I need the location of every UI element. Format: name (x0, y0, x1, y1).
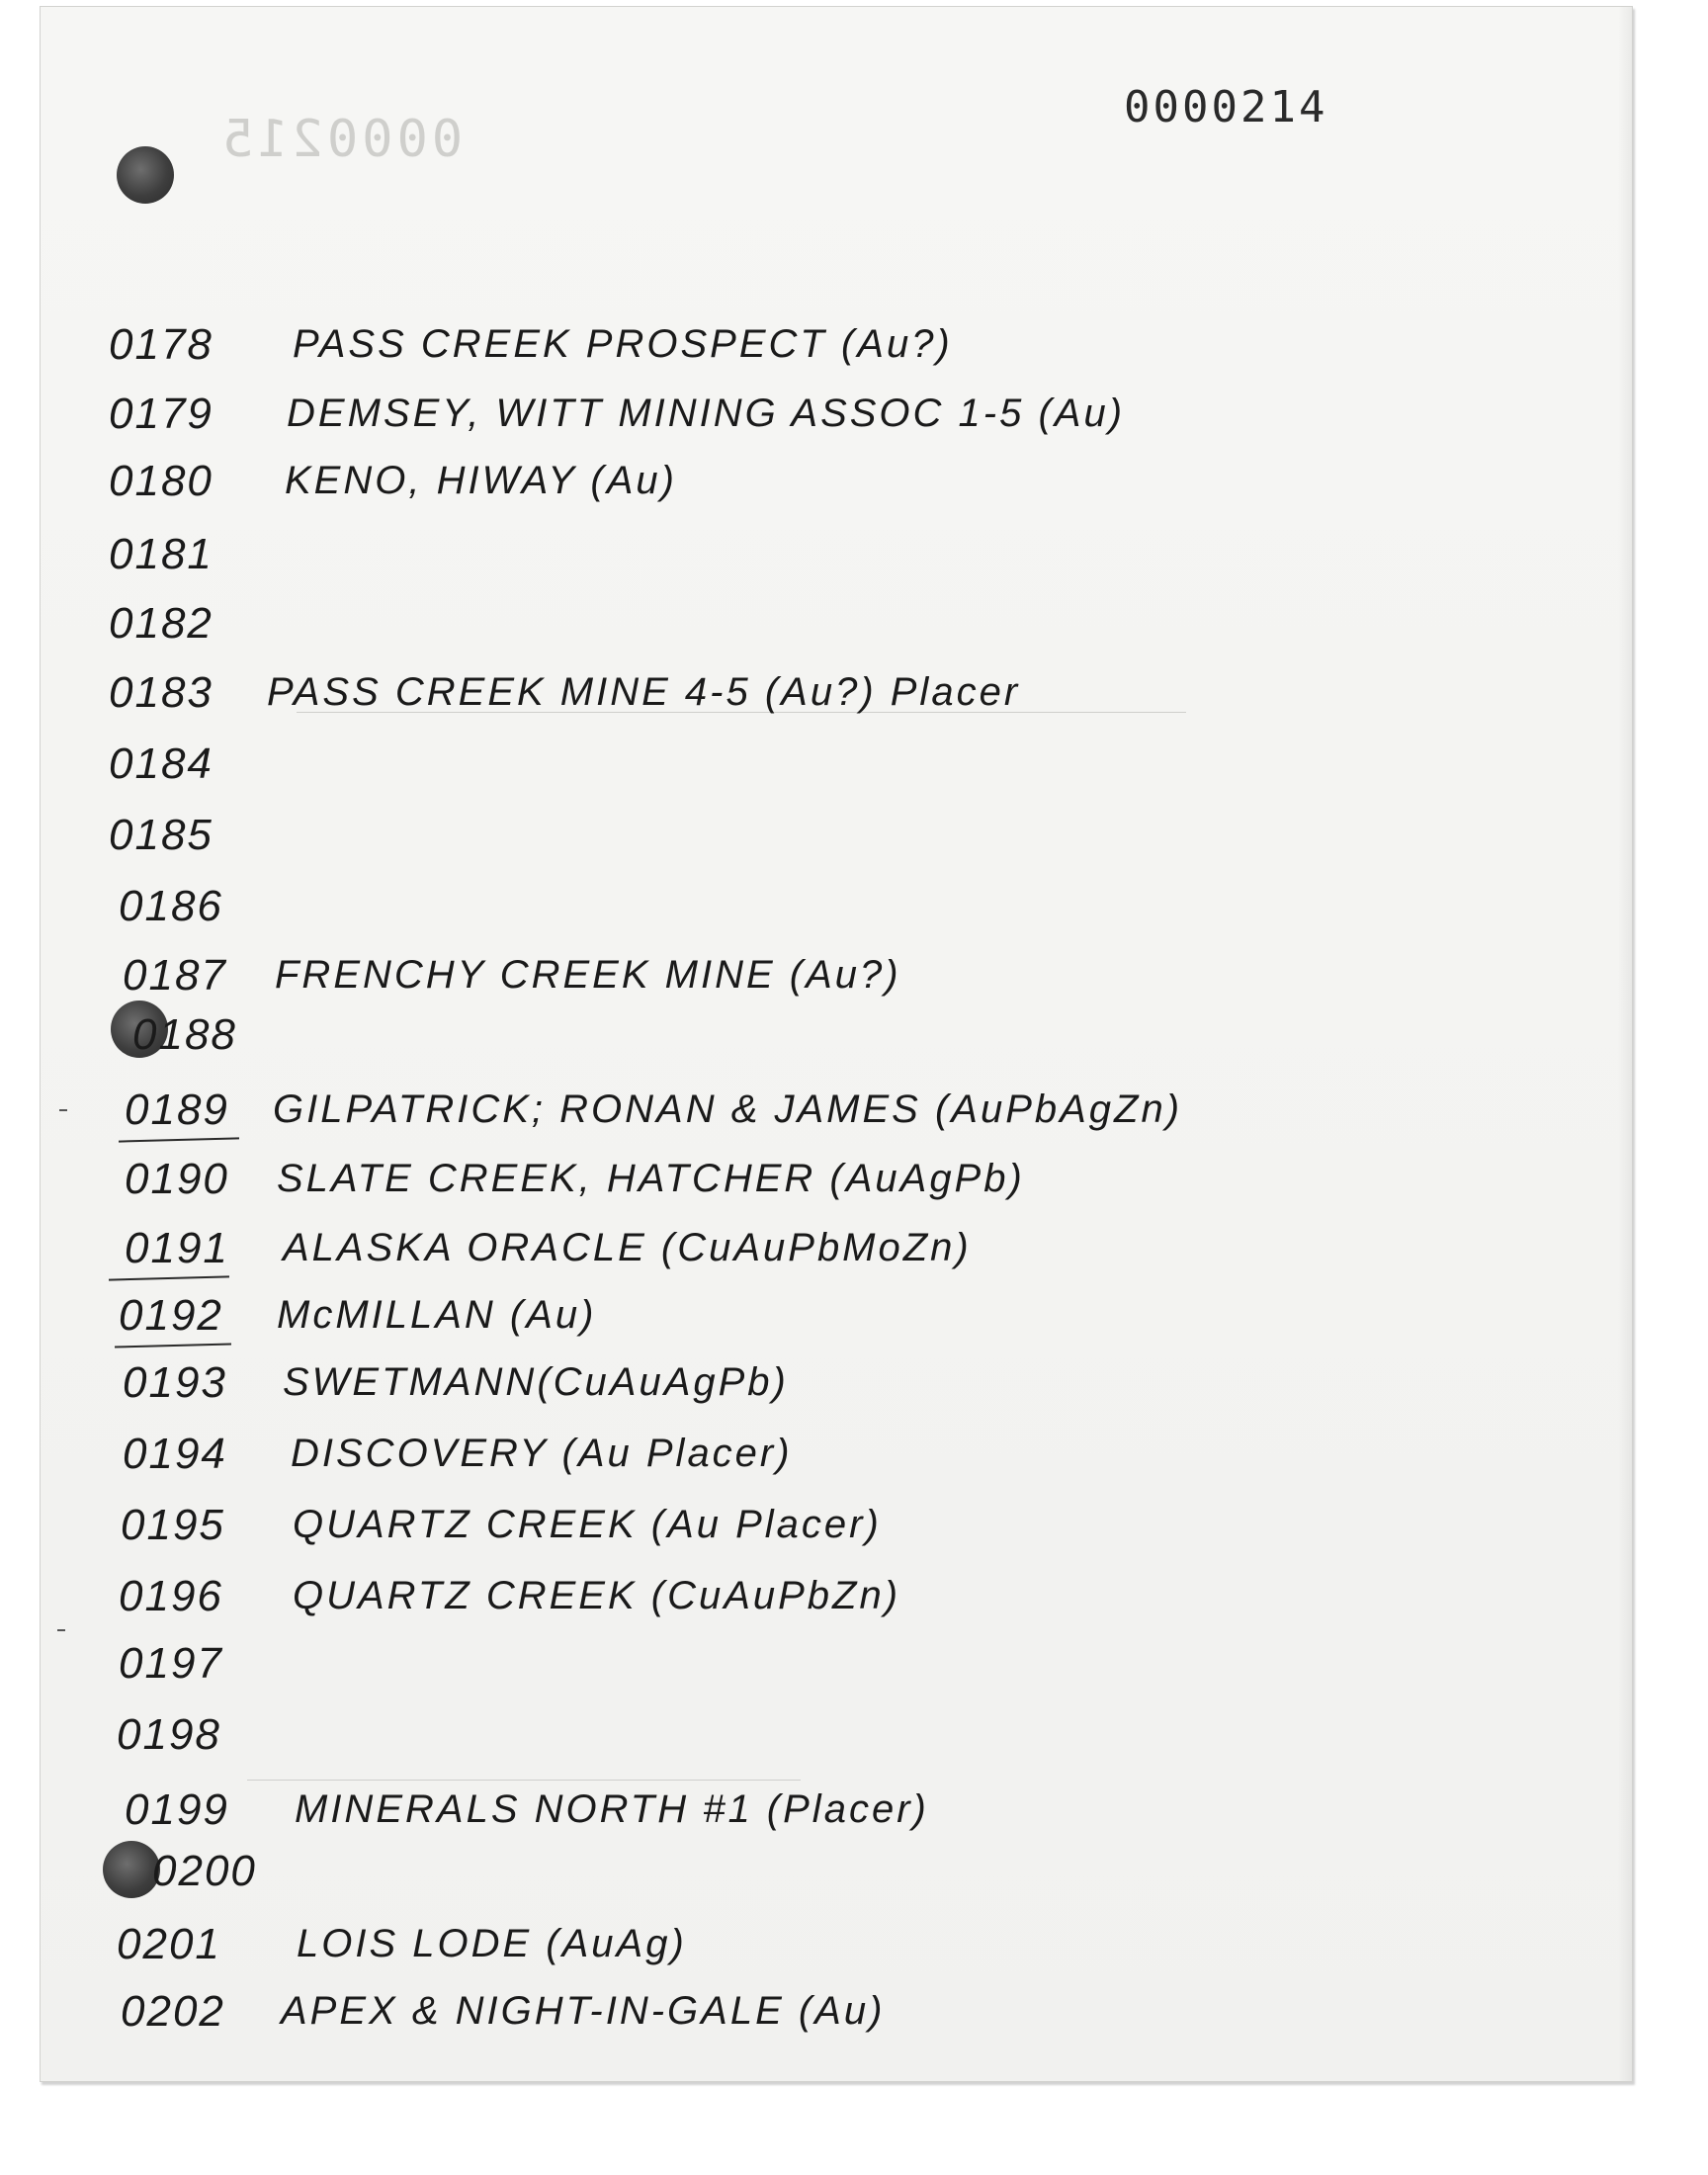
entry-name: GILPATRICK; RONAN & JAMES (AuPbAgZn) (273, 1088, 1183, 1131)
entry-number: 0185 (109, 811, 214, 859)
entry-number: 0188 (132, 1010, 237, 1059)
margin-mark (59, 1109, 67, 1111)
entry-number: 0181 (109, 530, 214, 578)
entry-number: 0183 (109, 668, 214, 717)
entry-number: 0196 (119, 1572, 223, 1620)
entry-number: 0186 (119, 882, 223, 930)
punch-hole-icon (117, 146, 174, 204)
entry-name: PASS CREEK PROSPECT (Au?) (293, 322, 953, 366)
entry-number: 0190 (125, 1155, 229, 1203)
entry-number: 0189 (125, 1086, 229, 1134)
entry-name: DEMSEY, WITT MINING ASSOC 1-5 (Au) (287, 392, 1126, 435)
entry-name: ALASKA ORACLE (CuAuPbMoZn) (283, 1226, 972, 1269)
margin-mark (57, 1629, 65, 1631)
faint-rule (247, 1780, 801, 1781)
entry-name: LOIS LODE (AuAg) (297, 1922, 687, 1965)
entry-name: MINERALS NORTH #1 (Placer) (295, 1787, 929, 1831)
entry-number: 0198 (117, 1710, 221, 1759)
entry-name: McMILLAN (Au) (277, 1293, 597, 1337)
entry-number: 0199 (125, 1785, 229, 1834)
entry-number: 0191 (125, 1224, 229, 1272)
entry-number: 0193 (123, 1358, 227, 1407)
entry-number: 0195 (121, 1501, 225, 1549)
entry-number: 0179 (109, 390, 214, 438)
entry-number: 0184 (109, 740, 214, 788)
entry-number: 0182 (109, 599, 214, 648)
entry-number: 0192 (119, 1291, 223, 1340)
entry-number: 0200 (152, 1847, 257, 1895)
document-page (40, 6, 1633, 2082)
entry-number: 0178 (109, 320, 214, 369)
entry-name: SLATE CREEK, HATCHER (AuAgPb) (277, 1157, 1025, 1200)
entry-name: SWETMANN(CuAuAgPb) (283, 1360, 789, 1404)
entry-name: FRENCHY CREEK MINE (Au?) (275, 953, 901, 997)
entry-name: PASS CREEK MINE 4-5 (Au?) Placer (267, 670, 1021, 714)
entry-name: DISCOVERY (Au Placer) (291, 1432, 793, 1475)
entry-name: APEX & NIGHT-IN-GALE (Au) (281, 1989, 886, 2033)
entry-name: KENO, HIWAY (Au) (285, 459, 677, 502)
entry-number: 0202 (121, 1987, 225, 2036)
entry-number: 0180 (109, 457, 214, 505)
bleed-through-stamp: 0000215 (218, 110, 464, 169)
entry-name: QUARTZ CREEK (Au Placer) (293, 1503, 882, 1546)
entry-number: 0197 (119, 1639, 223, 1688)
entry-number: 0194 (123, 1430, 227, 1478)
entry-number: 0187 (123, 951, 227, 1000)
document-stamp-number: 0000214 (1124, 82, 1328, 132)
entry-number: 0201 (117, 1920, 221, 1968)
entry-name: QUARTZ CREEK (CuAuPbZn) (293, 1574, 901, 1617)
